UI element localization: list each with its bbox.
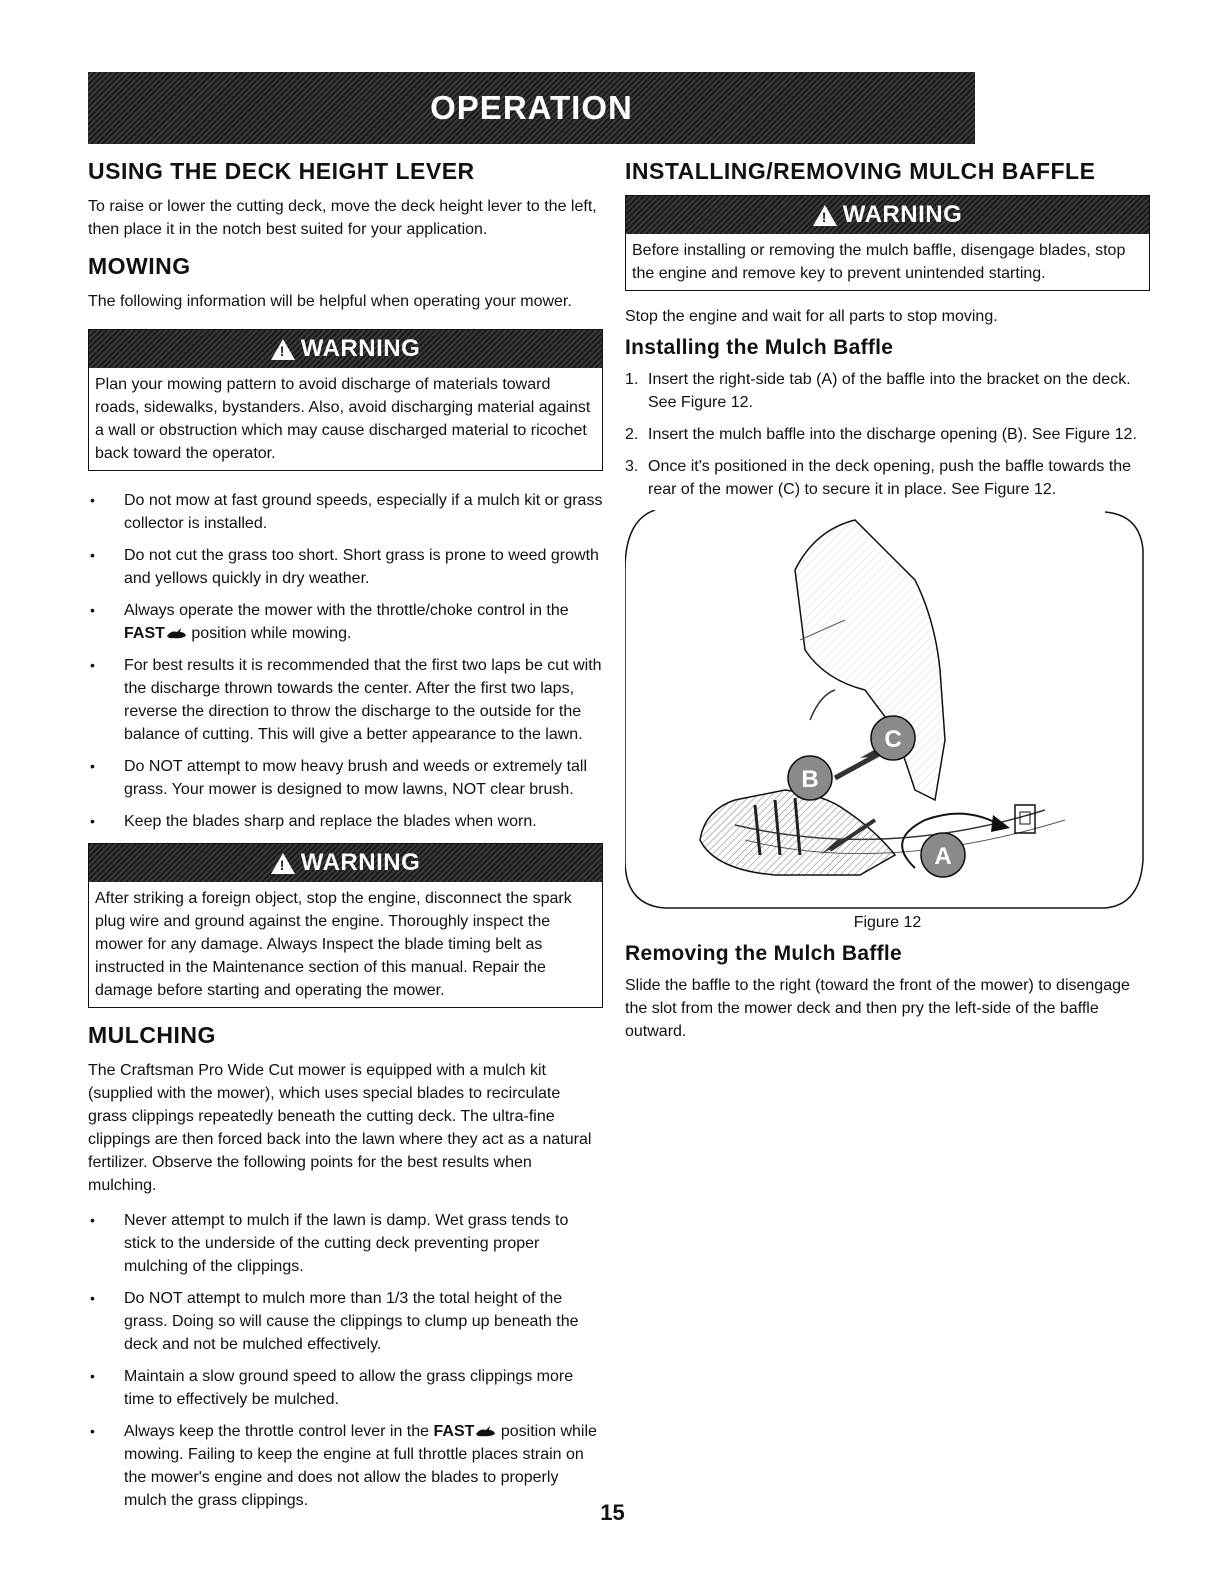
list-item: • Do NOT attempt to mulch more than 1/3 the total height of the grass. Doing so will cause the clippings to clump up beneath the deck and not be mulched effectively.	[88, 1287, 603, 1356]
banner-title: OPERATION	[430, 89, 633, 126]
list-item: • Maintain a slow ground speed to allow the grass clippings more time to effectively be mulched.	[88, 1365, 603, 1411]
deck-height-text: To raise or lower the cutting deck, move the deck height lever to the left, then place it in the notch best suited for your application.	[88, 198, 597, 238]
warning-text: Before installing or removing the mulch baffle, disengage blades, stop the engine and remove key to prevent unintended starting.	[632, 242, 1126, 282]
mulching-bullets	[88, 1209, 603, 1512]
warning-box-discharge	[88, 329, 603, 471]
svg-text:B: B	[801, 766, 819, 793]
figure-caption: Figure 12	[853, 914, 922, 931]
callout-a	[921, 833, 965, 877]
left-column	[88, 150, 603, 1521]
removing-text: Slide the baffle to the right (toward the front of the mower) to disengage the slot from the mower deck and then pry the left-side of the baffle outward.	[625, 977, 1130, 1040]
warning-triangle-icon	[813, 205, 837, 226]
page-number: 15	[600, 1500, 625, 1525]
removing-heading: Removing the Mulch Baffle	[625, 942, 903, 965]
mowing-intro: The following information will be helpful when operating your mower.	[88, 293, 572, 310]
rabbit-icon	[165, 626, 187, 640]
callout-c	[871, 716, 915, 760]
install-steps	[625, 368, 1150, 501]
list-item: 3. Once it's positioned in the deck opening, push the baffle towards the rear of the mower (C) to secure it in place. See Figure 12.	[625, 458, 1132, 498]
stop-engine-text: Stop the engine and wait for all parts to stop moving.	[625, 308, 998, 325]
warning-box-foreign-object	[88, 843, 603, 1008]
fast-label: FAST	[433, 1423, 475, 1440]
list-item: • For best results it is recommended that the first two laps be cut with the discharge thrown towards the center. After the first two laps, reverse the direction to throw the discharge to the outside for the balance of cutting. This will give a better appearance to the lawn.	[88, 654, 603, 746]
list-item: • Do not cut the grass too short. Short grass is prone to weed growth and yellows quickly in dry weather.	[88, 544, 603, 590]
mowing-bullets	[88, 489, 603, 833]
mulch-baffle-diagram	[625, 510, 1145, 910]
list-item: 2. Insert the mulch baffle into the discharge opening (B). See Figure 12.	[625, 426, 1137, 443]
right-column	[625, 150, 1150, 1049]
deck-height-heading: USING THE DECK HEIGHT LEVER	[88, 158, 475, 184]
warning-text: Plan your mowing pattern to avoid discharge of materials toward roads, sidewalks, bystanders. Also, avoid discharging material against a wall or obstruction which may cause discharged material to ricochet back toward the operator.	[95, 376, 591, 462]
mowing-heading: MOWING	[88, 253, 191, 279]
list-item: • Never attempt to mulch if the lawn is damp. Wet grass tends to stick to the underside of the cutting deck preventing proper mulching of the clippings.	[88, 1209, 603, 1278]
list-item: • Keep the blades sharp and replace the blades when worn.	[88, 810, 603, 833]
section-banner	[88, 72, 975, 144]
fast-label: FAST	[124, 625, 165, 642]
warning-header: ! WARNING	[89, 330, 602, 368]
warning-header: ! WARNING	[89, 844, 602, 882]
list-item: 1. Insert the right-side tab (A) of the baffle into the bracket on the deck. See Figure 12.	[625, 371, 1131, 411]
figure-12-illustration	[625, 510, 1145, 910]
rabbit-icon	[474, 1424, 496, 1438]
warning-box-baffle	[625, 195, 1150, 291]
warning-triangle-icon	[271, 853, 295, 874]
list-item-fast: • Always operate the mower with the throttle/choke control in the FAST position while mowing.	[88, 599, 603, 645]
mulching-heading: MULCHING	[88, 1022, 216, 1048]
mulching-text: The Craftsman Pro Wide Cut mower is equipped with a mulch kit (supplied with the mower), which uses special blades to recirculate grass clippings repeatedly beneath the cutting deck. The ultra-fine clippings are then forced back into the lawn where they act as a natural fertilizer. Observe the following points for the best results when mulching.	[88, 1062, 592, 1194]
list-item-fast: • Always keep the throttle control lever in the FAST position while mowing. Failing to keep the engine at full throttle places strain on the mower's engine and does not allow the blades to properly mulch the grass clippings.	[88, 1420, 603, 1512]
list-item: • Do NOT attempt to mow heavy brush and weeds or extremely tall grass. Your mower is designed to mow lawns, NOT clear brush.	[88, 755, 603, 801]
warning-text: After striking a foreign object, stop the engine, disconnect the spark plug wire and ground against the engine. Thoroughly inspect the mower for any damage. Always Inspect the blade timing belt as instructed in the Maintenance section of this manual. Repair the damage before starting and operating the mower.	[95, 890, 572, 999]
list-item: • Do not mow at fast ground speeds, especially if a mulch kit or grass collector is installed.	[88, 489, 603, 535]
svg-text:A: A	[934, 843, 952, 870]
mulch-baffle-heading: INSTALLING/REMOVING MULCH BAFFLE	[625, 158, 1096, 184]
warning-header: ! WARNING	[626, 196, 1149, 234]
installing-heading: Installing the Mulch Baffle	[625, 336, 894, 359]
svg-text:C: C	[884, 726, 902, 753]
warning-triangle-icon	[271, 339, 295, 360]
callout-b	[788, 756, 832, 800]
